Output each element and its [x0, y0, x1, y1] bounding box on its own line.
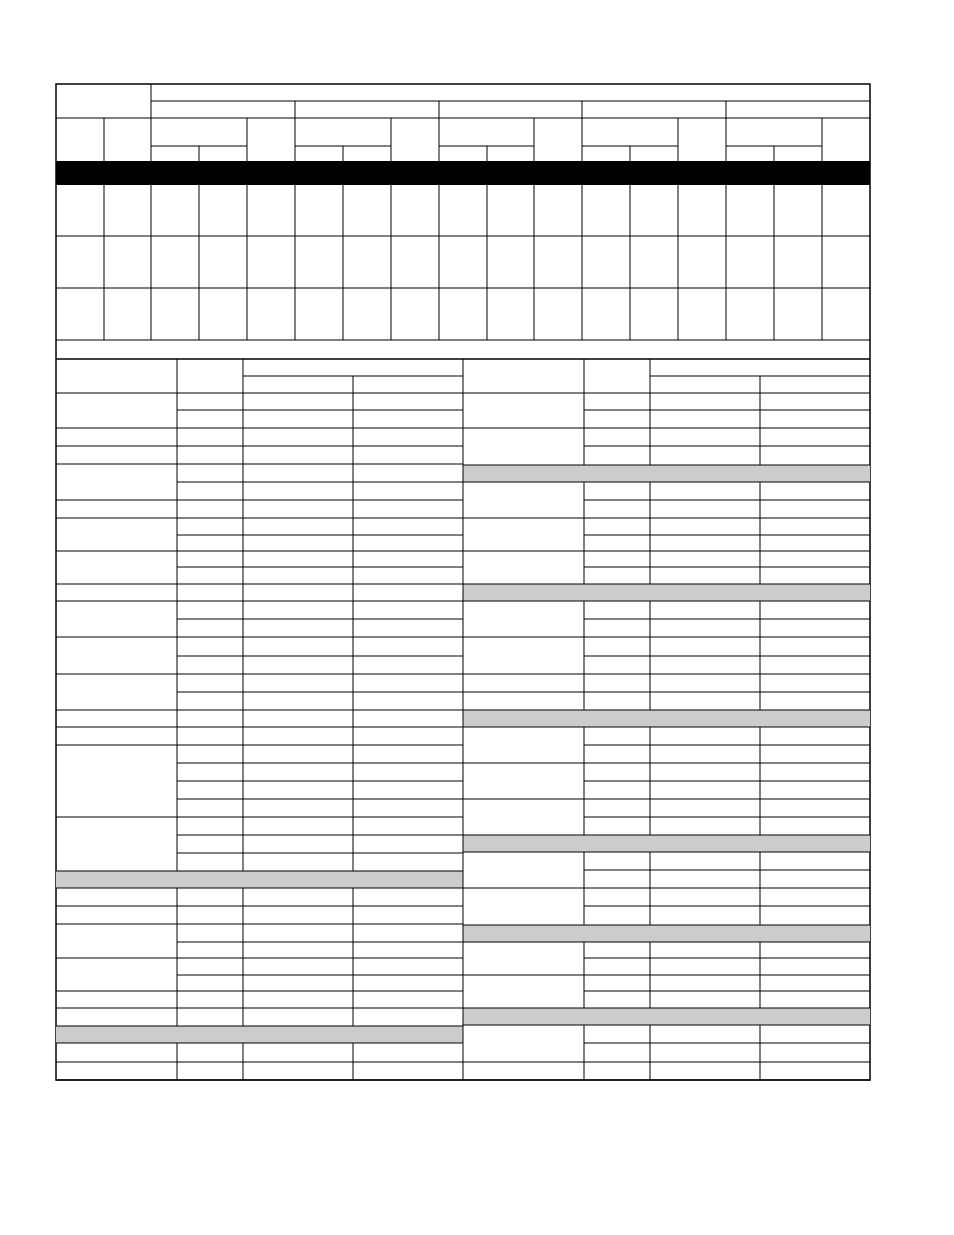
top-data-rows	[56, 185, 870, 359]
header-band	[56, 161, 870, 185]
left-section-bands	[56, 871, 463, 1043]
